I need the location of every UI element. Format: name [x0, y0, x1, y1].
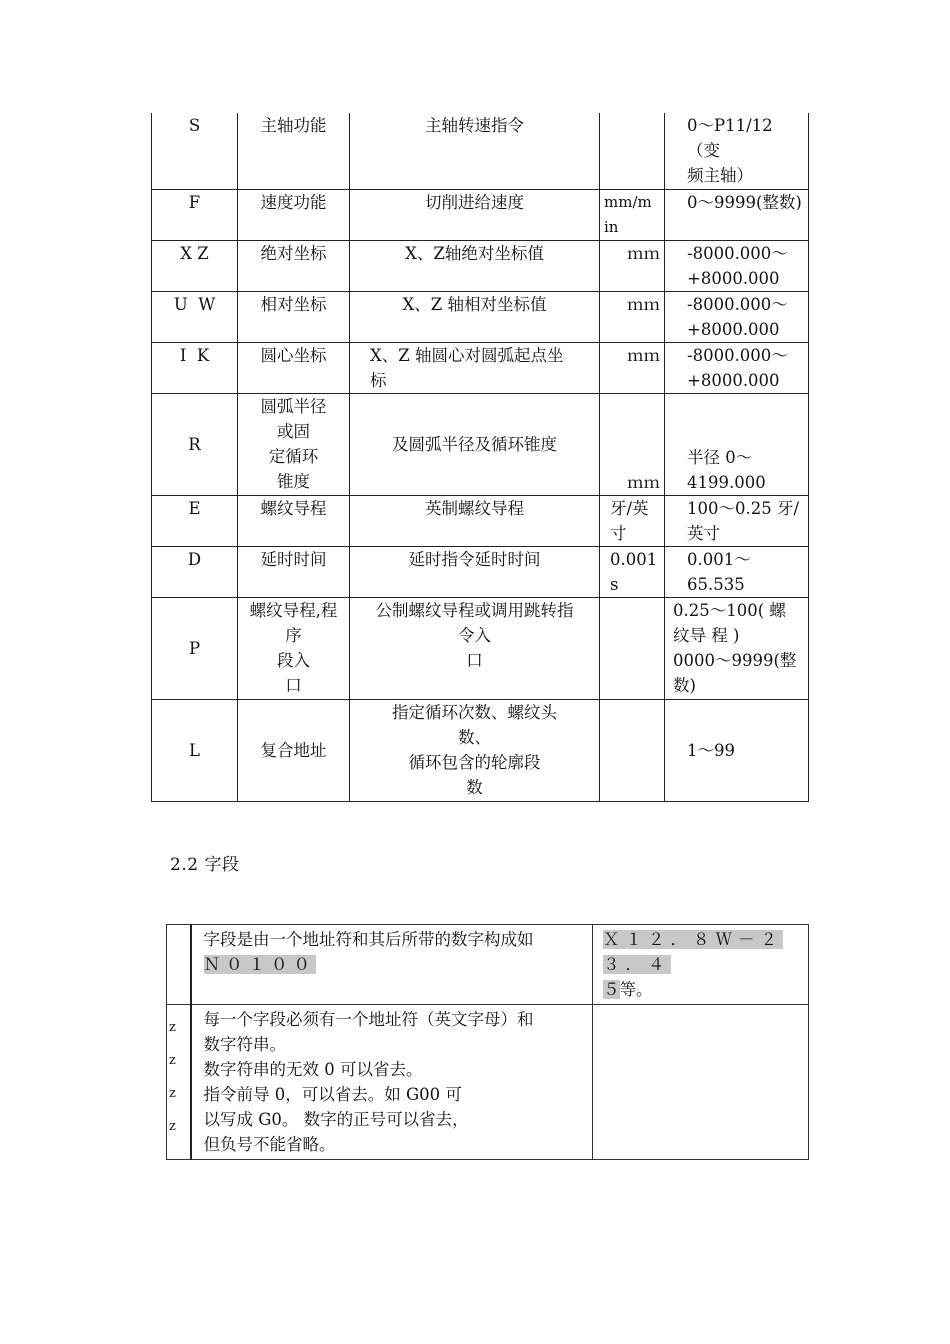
function-cell: 相对坐标: [238, 291, 350, 342]
table-row: [152, 342, 809, 393]
marker: z: [169, 1119, 176, 1134]
symbol-cell: U W: [152, 291, 238, 342]
meaning-text: 指定循环次数、螺纹头 数、 循环包含的轮廓段 数: [392, 702, 557, 797]
example-suffix: 等。: [619, 980, 653, 999]
unit-cell: [600, 699, 665, 801]
marker: z: [169, 1053, 176, 1068]
function-text: 螺纹导程,程 序 段入 口: [249, 600, 338, 695]
symbol-cell: D: [152, 546, 238, 597]
meaning-text: X、Z 轴圆心对圆弧起点坐 标: [370, 345, 564, 390]
range-cell: [665, 291, 809, 342]
field-definition-cell: [191, 925, 593, 1005]
address-table: [151, 113, 809, 802]
meaning-cell: 英制螺纹导程: [350, 495, 600, 546]
range-text: 0.25～100( 螺 纹导 程 ) 0000～9999(整 数): [673, 600, 797, 695]
table-row: [152, 393, 809, 495]
range-cell: [665, 113, 809, 189]
meaning-cell: [350, 342, 600, 393]
meaning-cell: X、Z 轴相对坐标值: [350, 291, 600, 342]
meaning-cell: X、Z轴绝对坐标值: [350, 240, 600, 291]
unit-cell: [600, 113, 665, 189]
unit-cell: ｍｍ: [600, 291, 665, 342]
range-cell: [665, 240, 809, 291]
range-text: -8000.000～ +8000.000: [687, 243, 788, 288]
marker: z: [169, 1086, 176, 1101]
field-example-cell: [593, 925, 809, 1005]
symbol-cell: I K: [152, 342, 238, 393]
unit-cell: ｍｍ: [600, 393, 665, 495]
field-rules-cell: [191, 1005, 593, 1160]
range-text: 100～0.25 牙/ 英寸: [687, 498, 800, 543]
function-cell: 速度功能: [238, 189, 350, 240]
table-row: [152, 495, 809, 546]
range-cell: [665, 597, 809, 699]
meaning-cell: 延时指令延时时间: [350, 546, 600, 597]
symbol-cell: S: [152, 113, 238, 189]
table-row: [152, 291, 809, 342]
unit-text: 牙/英 寸: [610, 498, 649, 543]
function-cell: [238, 393, 350, 495]
symbol-cell: F: [152, 189, 238, 240]
symbol-cell: E: [152, 495, 238, 546]
section-heading: 2.2 字段: [170, 855, 240, 875]
unit-cell: [600, 597, 665, 699]
unit-cell: [600, 546, 665, 597]
range-cell: [665, 342, 809, 393]
meaning-cell: 及圆弧半径及循环锥度: [350, 393, 600, 495]
empty-cell: [593, 1005, 809, 1160]
example-code: Ｘ１２．８Ｗ－２３．４: [603, 930, 783, 974]
unit-text: 0.001 s: [610, 549, 658, 594]
unit-cell: ｍｍ: [600, 342, 665, 393]
table-row: [152, 699, 809, 801]
range-cell: [665, 393, 809, 495]
unit-cell: [600, 189, 665, 240]
table-row: [167, 1005, 809, 1160]
meaning-cell: [350, 699, 600, 801]
function-cell: 复合地址: [238, 699, 350, 801]
field-table: [166, 924, 809, 1160]
range-text: 0～P11/12（变 频主轴）: [687, 116, 773, 185]
field-rules-text: 每一个字段必须有一个地址符（英文字母）和 数字符串。 数字符串的无效 0 可以省去。 指令前导 0，可以省去。如 G00 可 以写成 G0。 数字的正号可以省去， 但负号不能省略。: [203, 1010, 534, 1154]
range-cell: 0.001～65.535: [665, 546, 809, 597]
symbol-cell: X Z: [152, 240, 238, 291]
range-cell: 1～99: [665, 699, 809, 801]
unit-cell: [600, 495, 665, 546]
meaning-cell: 切削进给速度: [350, 189, 600, 240]
symbol-cell: L: [152, 699, 238, 801]
range-text: -8000.000～ +8000.000: [687, 294, 788, 339]
function-text: 圆弧半径 或固 定循环 锥度: [260, 396, 327, 491]
range-cell: [665, 495, 809, 546]
symbol-cell: R: [152, 393, 238, 495]
table-row: [152, 597, 809, 699]
field-definition-text: 字段是由一个地址符和其后所带的数字构成如: [203, 930, 534, 949]
example-code: Ｎ０１００: [203, 955, 316, 974]
table-row: [167, 925, 809, 1005]
range-text: -8000.000～ +8000.000: [687, 345, 788, 390]
unit-cell: ｍｍ: [600, 240, 665, 291]
marker: z: [169, 1020, 176, 1035]
table-row: [152, 240, 809, 291]
example-code: ５: [603, 980, 620, 999]
meaning-text: 公制螺纹导程或调用跳转指 令入 口: [375, 600, 574, 670]
function-cell: 圆心坐标: [238, 342, 350, 393]
function-cell: 螺纹导程: [238, 495, 350, 546]
function-cell: 绝对坐标: [238, 240, 350, 291]
meaning-cell: 主轴转速指令: [350, 113, 600, 189]
table-row: [152, 113, 809, 189]
table-row: [152, 546, 809, 597]
table-row: [152, 189, 809, 240]
function-cell: [238, 597, 350, 699]
function-cell: 主轴功能: [238, 113, 350, 189]
symbol-cell: P: [152, 597, 238, 699]
range-text: 半径 0～ 4199.000: [687, 447, 766, 492]
marker-cell: [167, 925, 191, 1005]
meaning-cell: [350, 597, 600, 699]
range-cell: 0～9999(整数): [665, 189, 809, 240]
unit-text: mm/m in: [604, 192, 652, 236]
function-cell: 延时时间: [238, 546, 350, 597]
marker-cell: [167, 1005, 191, 1160]
